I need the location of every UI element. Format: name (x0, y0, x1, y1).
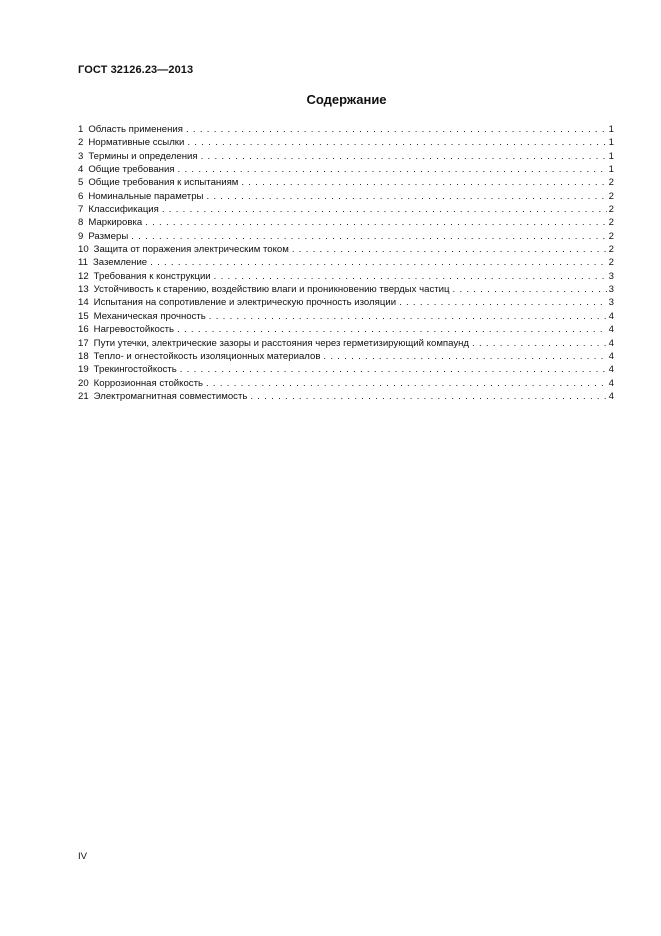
toc-entry[interactable] (78, 310, 614, 323)
toc-entry[interactable] (78, 270, 614, 283)
toc-entry-number: 13 (78, 284, 89, 296)
toc-entry-title: Размеры (88, 230, 129, 242)
toc-entry-page: 3 (608, 284, 614, 296)
toc-entry[interactable] (78, 323, 614, 336)
toc-dot-leader (131, 230, 606, 243)
toc-dot-leader (186, 123, 607, 136)
toc-entry[interactable] (78, 296, 614, 309)
toc-entry-number: 9 (78, 230, 84, 242)
toc-dot-leader (201, 150, 607, 163)
toc-entry-title: Нормативные ссылки (88, 137, 185, 149)
toc-entry-number: 3 (78, 150, 84, 162)
toc-entry-page: 4 (608, 324, 614, 336)
page-number: IV (78, 851, 88, 862)
toc-entry[interactable] (78, 123, 614, 136)
toc-entry[interactable] (78, 150, 614, 163)
toc-entry-number: 2 (78, 137, 84, 149)
toc-entry[interactable] (78, 136, 614, 149)
toc-entry-number: 8 (78, 217, 84, 229)
toc-dot-leader (162, 203, 607, 216)
toc-entry-number: 18 (78, 350, 89, 362)
toc-entry[interactable] (78, 176, 614, 189)
toc-entry-number: 17 (78, 337, 89, 349)
toc-entry[interactable] (78, 256, 614, 269)
toc-entry-page: 1 (608, 164, 614, 176)
toc-dot-leader (241, 176, 606, 189)
toc-entry-number: 21 (78, 390, 89, 402)
page-title: Содержание (306, 92, 387, 107)
toc-entry-page: 2 (608, 177, 614, 189)
toc-entry[interactable] (78, 203, 614, 216)
toc-entry-title: Термины и определения (88, 150, 198, 162)
toc-entry-page: 4 (608, 350, 614, 362)
toc-entry[interactable] (78, 190, 614, 203)
toc-entry-page: 1 (608, 124, 614, 135)
toc-entry-page: 1 (608, 137, 614, 149)
toc-entry-title: Номинальные параметры (88, 190, 204, 202)
toc-entry-page: 3 (608, 270, 614, 282)
toc-entry-title: Коррозионная стойкость (93, 377, 203, 389)
toc-entry[interactable] (78, 350, 614, 363)
toc-entry-page: 4 (608, 364, 614, 376)
toc-dot-leader (187, 136, 606, 149)
toc-dot-leader (399, 296, 607, 309)
toc-entry-number: 6 (78, 190, 84, 202)
toc-dot-leader (145, 216, 606, 229)
toc-entry-page: 2 (608, 190, 614, 202)
toc-entry[interactable] (78, 283, 614, 296)
toc-entry[interactable] (78, 243, 614, 256)
toc-entry-number: 16 (78, 324, 89, 336)
toc-entry-number: 4 (78, 164, 84, 176)
toc-entry-page: 4 (608, 337, 614, 349)
toc-entry[interactable] (78, 337, 614, 350)
toc-entry-title: Испытания на сопротивление и электрическую прочность изоляции (93, 297, 397, 309)
toc-dot-leader (323, 350, 606, 363)
toc-entry-number: 12 (78, 270, 89, 282)
toc-entry-title: Механическая прочность (93, 310, 206, 322)
toc-dot-leader (150, 256, 607, 269)
toc-entry-number: 14 (78, 297, 89, 309)
toc-entry-number: 7 (78, 204, 84, 216)
toc-entry-title: Электромагнитная совместимость (93, 390, 248, 402)
toc-entry-page: 2 (608, 244, 614, 256)
toc-entry[interactable] (78, 363, 614, 376)
toc-entry-title: Маркировка (88, 217, 143, 229)
table-of-contents (78, 123, 614, 403)
toc-entry-title: Требования к конструкции (93, 270, 211, 282)
toc-dot-leader (206, 377, 607, 390)
toc-entry-number: 10 (78, 244, 89, 256)
toc-entry-title: Пути утечки, электрические зазоры и расстояния через герметизирующий компаунд (93, 337, 470, 349)
toc-dot-leader (206, 190, 606, 203)
toc-entry-page: 3 (608, 297, 614, 309)
toc-entry-page: 2 (608, 230, 614, 242)
toc-entry-title: Нагревостойкость (93, 324, 175, 336)
toc-entry-title: Область применения (88, 124, 183, 135)
toc-entry[interactable] (78, 377, 614, 390)
toc-entry[interactable] (78, 230, 614, 243)
document-header: ГОСТ 32126.23—2013 (78, 64, 194, 76)
toc-entry[interactable] (78, 216, 614, 229)
toc-entry-title: Общие требования к испытаниям (88, 177, 239, 189)
toc-entry-page: 4 (608, 310, 614, 322)
toc-dot-leader (209, 310, 607, 323)
toc-entry-number: 11 (78, 257, 88, 269)
toc-entry-title: Трекингостойкость (93, 364, 177, 376)
toc-entry-title: Общие требования (88, 164, 175, 176)
toc-entry[interactable] (78, 390, 614, 403)
toc-entry[interactable] (78, 163, 614, 176)
toc-dot-leader (250, 390, 606, 403)
toc-entry-page: 2 (608, 204, 614, 216)
toc-entry-number: 20 (78, 377, 89, 389)
toc-dot-leader (177, 323, 607, 336)
toc-entry-number: 15 (78, 310, 89, 322)
toc-entry-page: 2 (608, 257, 614, 269)
toc-entry-title: Заземление (92, 257, 148, 269)
toc-entry-title: Тепло- и огнестойкость изоляционных материалов (93, 350, 321, 362)
toc-entry-page: 4 (608, 377, 614, 389)
toc-entry-page: 2 (608, 217, 614, 229)
toc-dot-leader (180, 363, 607, 376)
toc-dot-leader (292, 243, 607, 256)
toc-entry-number: 19 (78, 364, 89, 376)
toc-dot-leader (472, 337, 607, 350)
toc-entry-title: Защита от поражения электрическим током (93, 244, 289, 256)
toc-dot-leader (214, 270, 607, 283)
toc-entry-page: 4 (608, 390, 614, 402)
toc-dot-leader (178, 163, 607, 176)
toc-entry-title: Классификация (88, 204, 159, 216)
toc-entry-number: 5 (78, 177, 84, 189)
toc-entry-number: 1 (78, 124, 84, 135)
toc-dot-leader (453, 283, 607, 296)
toc-entry-title: Устойчивость к старению, воздействию влаги и проникновению твердых частиц (93, 284, 450, 296)
toc-entry-page: 1 (608, 150, 614, 162)
